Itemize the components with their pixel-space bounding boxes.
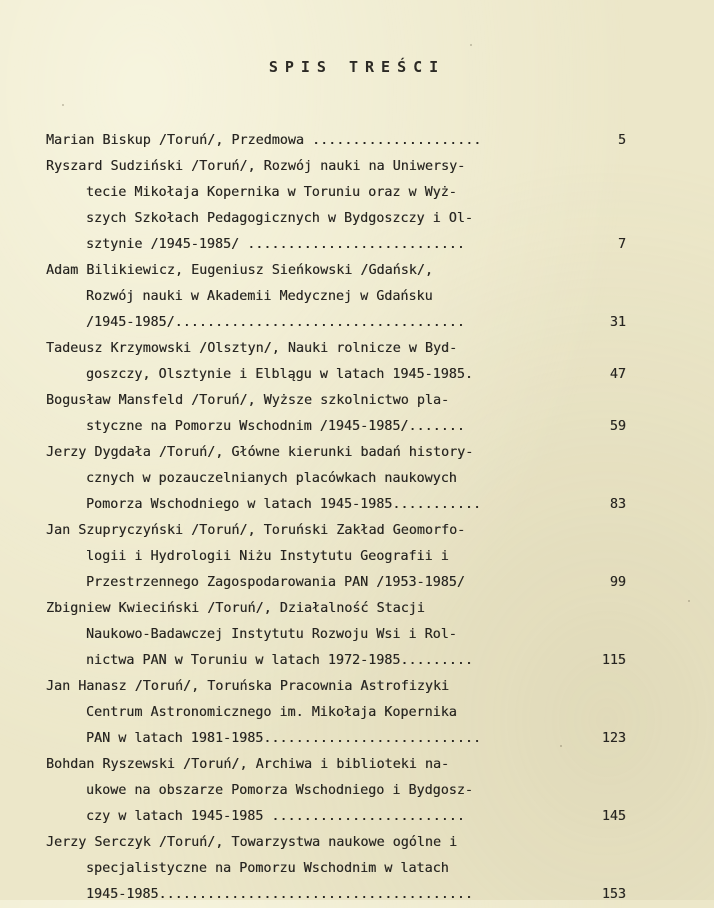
paper-speck (688, 600, 690, 602)
toc-entry-text: Centrum Astronomicznego im. Mikołaja Kopernika (86, 705, 457, 720)
toc-entry-line (46, 882, 634, 908)
toc-entry-line (46, 284, 634, 310)
toc-entry-line (46, 570, 634, 596)
toc-entry-line (46, 544, 634, 570)
toc-entry-text: Jan Szupryczyński /Toruń/, Toruński Zakład Geomorfo- (46, 523, 466, 538)
toc-entry-line (46, 258, 634, 284)
toc-entry-text: tecie Mikołaja Kopernika w Toruniu oraz w Wyż- (86, 185, 457, 200)
toc-entry-line (46, 388, 634, 414)
paper-speck (560, 745, 562, 747)
toc-entry-text: Bogusław Mansfeld /Toruń/, Wyższe szkolnictwo pla- (46, 393, 450, 408)
toc-entry-text: Pomorza Wschodniego w latach 1945-1985........... (86, 497, 482, 512)
toc-page-number: 99 (609, 575, 626, 590)
toc-page-number: 47 (609, 367, 626, 382)
toc-entry-text: styczne na Pomorzu Wschodnim /1945-1985/....... (86, 419, 465, 434)
toc-entry-text: czy w latach 1945-1985 ........................ (86, 809, 465, 824)
toc-page-number: 145 (601, 809, 626, 824)
toc-entry-line (46, 466, 634, 492)
toc-entry-text: PAN w latach 1981-1985........................... (86, 731, 482, 746)
toc-entry-text: /1945-1985/.................................... (86, 315, 465, 330)
toc-entry (46, 388, 634, 440)
toc-entry-line (46, 492, 634, 518)
toc-entry (46, 830, 634, 908)
toc-entry-text: Rozwój nauki w Akademii Medycznej w Gdańsku (86, 289, 433, 304)
toc-entry-line (46, 804, 634, 830)
toc-entry-text: Ryszard Sudziński /Toruń/, Rozwój nauki na Uniwersy- (46, 159, 466, 174)
toc-page-number: 123 (601, 731, 626, 746)
toc-entry (46, 752, 634, 830)
toc-entry-line (46, 154, 634, 180)
toc-entry (46, 154, 634, 258)
toc-entry-text: nictwa PAN w Toruniu w latach 1972-1985......... (86, 653, 473, 668)
toc-entry (46, 336, 634, 388)
toc-entry-line (46, 232, 634, 258)
paper-speck (62, 104, 64, 106)
toc-entry-line (46, 752, 634, 778)
toc-entry-line (46, 180, 634, 206)
toc-entry-text: sztynie /1945-1985/ ........................... (86, 237, 465, 252)
page-title: SPIS TREŚCI (268, 58, 446, 76)
toc-entry-text: Tadeusz Krzymowski /Olsztyn/, Nauki rolnicze w Byd- (46, 341, 458, 356)
toc-page-number: 7 (617, 237, 626, 252)
toc-page-number: 59 (609, 419, 626, 434)
toc-entry-text: 1945-1985....................................... (86, 887, 473, 902)
toc-page-number: 153 (601, 887, 626, 902)
toc-entry-line (46, 674, 634, 700)
toc-entry-line (46, 518, 634, 544)
toc-entry-text: goszczy, Olsztynie i Elblągu w latach 1945-1985. (86, 367, 473, 382)
toc-entry-text: Zbigniew Kwieciński /Toruń/, Działalność Stacji (46, 601, 425, 616)
toc-entry-text: ukowe na obszarze Pomorza Wschodniego i Bydgosz- (86, 783, 473, 798)
toc-entry-line (46, 622, 634, 648)
toc-entry (46, 258, 634, 336)
paper-speck (470, 44, 472, 46)
toc-entry (46, 128, 634, 154)
toc-entry-text: cznych w pozauczelnianych placówkach naukowych (86, 471, 457, 486)
toc-entry-line (46, 310, 634, 336)
toc-entry-line (46, 778, 634, 804)
toc-entry-text: Jan Hanasz /Toruń/, Toruńska Pracownia Astrofizyki (46, 679, 450, 694)
toc-entry (46, 674, 634, 752)
toc-entry-text: logii i Hydrologii Niżu Instytutu Geografii i (86, 549, 449, 564)
toc-entry-text: specjalistyczne na Pomorzu Wschodnim w latach (86, 861, 449, 876)
toc-page-number: 83 (609, 497, 626, 512)
toc-entry-text: Jerzy Serczyk /Toruń/, Towarzystwa naukowe ogólne i (46, 835, 458, 850)
toc-entry-line (46, 596, 634, 622)
toc-entry-text: szych Szkołach Pedagogicznych w Bydgoszczy i Ol- (86, 211, 473, 226)
toc-entry-line (46, 700, 634, 726)
toc-entry-line (46, 336, 634, 362)
toc-entry-line (46, 648, 634, 674)
toc-entries (46, 128, 634, 908)
toc-entry-text: Bohdan Ryszewski /Toruń/, Archiwa i biblioteki na- (46, 757, 450, 772)
toc-entry-text: Jerzy Dygdała /Toruń/, Główne kierunki badań history- (46, 445, 474, 460)
toc-entry-line (46, 440, 634, 466)
toc-entry-text: Naukowo-Badawczej Instytutu Rozwoju Wsi i Rol- (86, 627, 457, 642)
toc-entry-text: Adam Bilikiewicz, Eugeniusz Sieńkowski /Gdańsk/, (46, 263, 433, 278)
toc-entry-line (46, 414, 634, 440)
toc-entry (46, 440, 634, 518)
toc-entry-line (46, 726, 634, 752)
toc-page-number: 5 (617, 133, 626, 148)
toc-entry-line (46, 128, 634, 154)
toc-entry-line (46, 830, 634, 856)
toc-entry-text: Marian Biskup /Toruń/, Przedmowa ..................... (46, 133, 482, 148)
toc-page-number: 31 (609, 315, 626, 330)
toc-entry-line (46, 856, 634, 882)
toc-entry-line (46, 362, 634, 388)
toc-entry-line (46, 206, 634, 232)
toc-entry-text: Przestrzennego Zagospodarowania PAN /1953-1985/ (86, 575, 465, 590)
toc-page-number: 115 (601, 653, 626, 668)
toc-entry (46, 518, 634, 596)
toc-entry (46, 596, 634, 674)
